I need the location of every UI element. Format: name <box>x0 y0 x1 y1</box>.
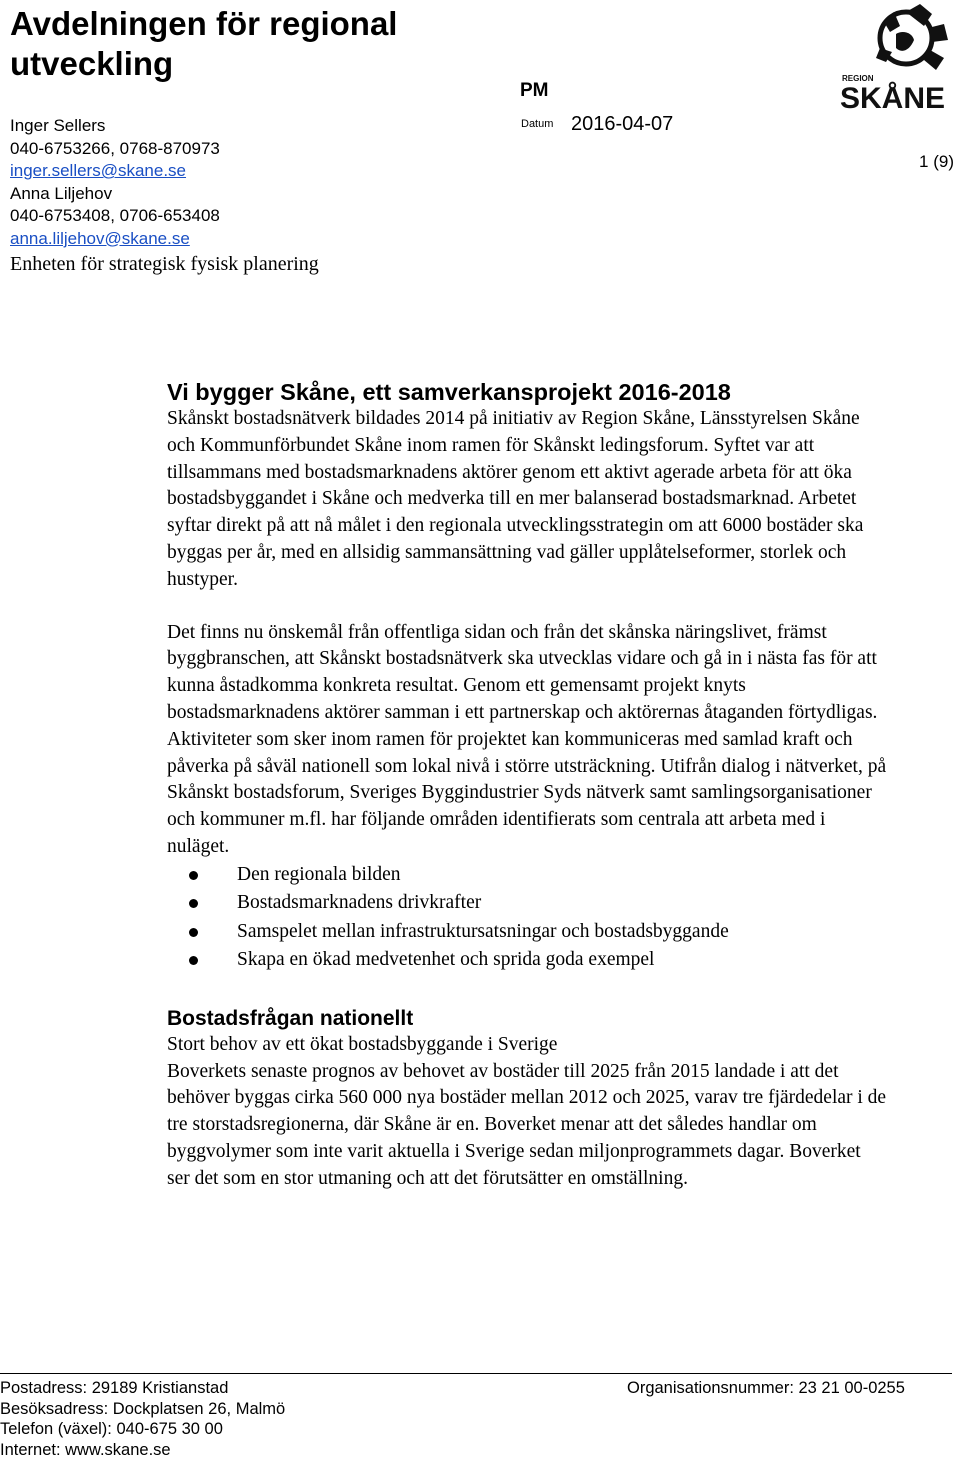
footer-address <box>0 1378 285 1460</box>
page-number: 1 (9) <box>919 152 954 172</box>
footer-phone: Telefon (växel): 040-675 30 00 <box>0 1419 285 1440</box>
list-item: Bostadsmarknadens drivkrafter <box>167 889 887 918</box>
contact-phone: 040-6753408, 0706-653408 <box>10 205 319 228</box>
footer-divider <box>0 1373 952 1374</box>
bullet-icon <box>189 928 198 937</box>
section-subheading: Stort behov av ett ökat bostadsbyggande i Sverige <box>167 1032 887 1059</box>
logo-name-text: SKÅNE <box>840 82 945 110</box>
list-item: Skapa en ökad medvetenhet och sprida goda exempel <box>167 946 887 975</box>
footer-internet: Internet: www.skane.se <box>0 1440 285 1460</box>
footer-org-number: Organisationsnummer: 23 21 00-0255 <box>627 1378 905 1399</box>
document-title: Vi bygger Skåne, ett samverkansprojekt 2016-2018 <box>167 378 887 406</box>
bullet-icon <box>189 899 198 908</box>
region-skane-logo-icon <box>840 0 960 110</box>
contact-email-link[interactable]: anna.liljehov@skane.se <box>10 229 190 248</box>
contact-block <box>10 115 319 278</box>
date-value: 2016-04-07 <box>571 113 673 136</box>
paragraph: Skånskt bostadsnätverk bildades 2014 på initiativ av Region Skåne, Länsstyrelsen Skåne och Kommunförbundet Skåne inom ramen för Skånskt ledingsforum. Syftet var att tillsammans med bostadsmarknadens aktörer genom ett aktivt agerade arbeta för att öka bostadsbyggandet i Skåne och medverka till en mer balanserad bostadsmarknad. Arbetet syftar direkt på att nå målet i den regionala utvecklingsstrategin om att 6000 bostäder ska byggas per år, med en allsidig sammansättning vad gäller upplåtelseformer, storlek och hustyper. <box>167 406 887 594</box>
unit-name: Enheten för strategisk fysisk planering <box>10 250 319 278</box>
list-item: Samspelet mellan infrastruktursatsningar och bostadsbyggande <box>167 918 887 947</box>
paragraph: Det finns nu önskemål från offentliga sidan och från det skånska näringslivet, främst byggbranschen, att Skånskt bostadsnätverk ska utvecklas vidare och gå in i nästa fas för att kunna åstadkomma konkreta resultat. Genom ett gemensamt projekt knyts bostadsmarknadens aktörer samman i ett partnerskap och aktörernas åtaganden förtydligas. Aktiviteter som sker inom ramen för projektet kan kommuniceras med samlad kraft och påverka på såväl nationell som lokal nivå i större utsträckning. Utifrån dialog i nätverket, på Skånskt bostadsforum, Sveriges Byggindustrier Syds nätverk samt samlingsorganisationer och kommuner m.fl. har följande områden identifierats som centrala att arbeta med i nuläget. <box>167 620 887 861</box>
bullet-list <box>167 861 887 975</box>
footer-visiting: Besöksadress: Dockplatsen 26, Malmö <box>0 1399 285 1420</box>
list-item: Den regionala bilden <box>167 861 887 890</box>
section-heading: Bostadsfrågan nationellt <box>167 1005 887 1032</box>
contact-name: Inger Sellers <box>10 115 319 138</box>
paragraph: Boverkets senaste prognos av behovet av bostäder till 2025 från 2015 landade i att det behöver byggas cirka 560 000 nya bostäder mellan 2012 och 2025, varav tre fjärdedelar i de tre storstadsregionerna, där Skåne är en. Boverket menar att det således handlar om byggvolymer som inte varit aktuella i Sverige sedan miljonprogrammets dagar. Boverket ser det som en stor utmaning och att det förutsätter en omställning. <box>167 1059 887 1193</box>
bullet-icon <box>189 871 198 880</box>
date-label: Datum <box>521 118 553 130</box>
contact-email-link[interactable]: inger.sellers@skane.se <box>10 161 186 180</box>
document-body <box>167 378 887 1193</box>
contact-phone: 040-6753266, 0768-870973 <box>10 138 319 161</box>
bullet-icon <box>189 956 198 965</box>
footer-postal: Postadress: 29189 Kristianstad <box>0 1378 285 1399</box>
doc-type: PM <box>520 80 549 102</box>
contact-name: Anna Liljehov <box>10 183 319 206</box>
logo-region-text: REGION <box>842 74 874 83</box>
org-title: Avdelningen för regional utveckling <box>10 4 480 84</box>
